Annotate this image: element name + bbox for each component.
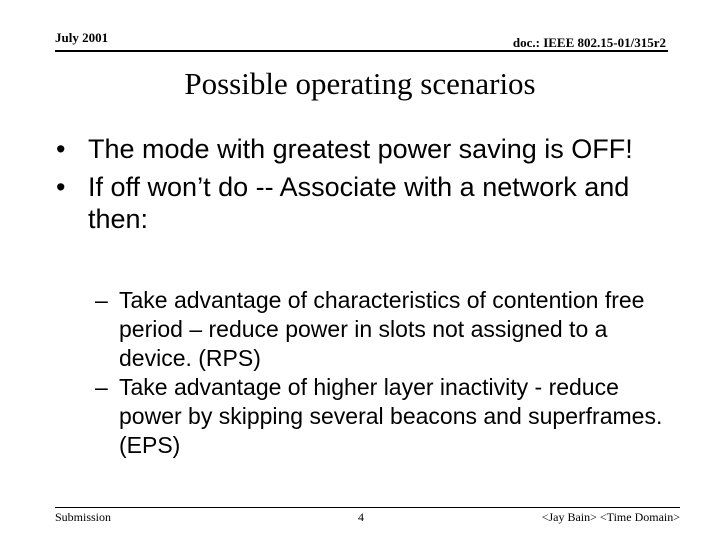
footer-submission: Submission (55, 510, 112, 524)
footer-page-number: 4 (358, 510, 364, 524)
footer-divider (55, 507, 680, 508)
bullet-list (56, 133, 671, 241)
sub-bullet-marker: – (95, 374, 108, 400)
bullet-marker: • (56, 134, 66, 164)
sub-bullet-list (95, 286, 665, 460)
slide-title: Possible operating scenarios (184, 66, 536, 101)
header-doc-id: doc.: IEEE 802.15-01/315r2 (512, 35, 666, 50)
sub-bullet-marker: – (95, 287, 108, 313)
header-date: July 2001 (55, 30, 109, 45)
header-divider (55, 50, 668, 52)
sub-bullet-item (95, 286, 665, 373)
footer-author: <Jay Bain> <Time Domain> (541, 510, 680, 524)
bullet-item (56, 171, 671, 235)
sub-bullet-text: Take advantage of characteristics of contention free period – reduce power in slots not assigned to a device. (RPS) (119, 287, 645, 371)
bullet-item (56, 133, 671, 165)
bullet-marker: • (56, 172, 66, 202)
sub-bullet-item (95, 373, 665, 460)
bullet-text: The mode with greatest power saving is OFF! (88, 134, 633, 164)
bullet-text: If off won’t do -- Associate with a network and then: (88, 172, 630, 234)
sub-bullet-text: Take advantage of higher layer inactivity - reduce power by skipping several beacons and superframes. (EPS) (119, 374, 663, 458)
